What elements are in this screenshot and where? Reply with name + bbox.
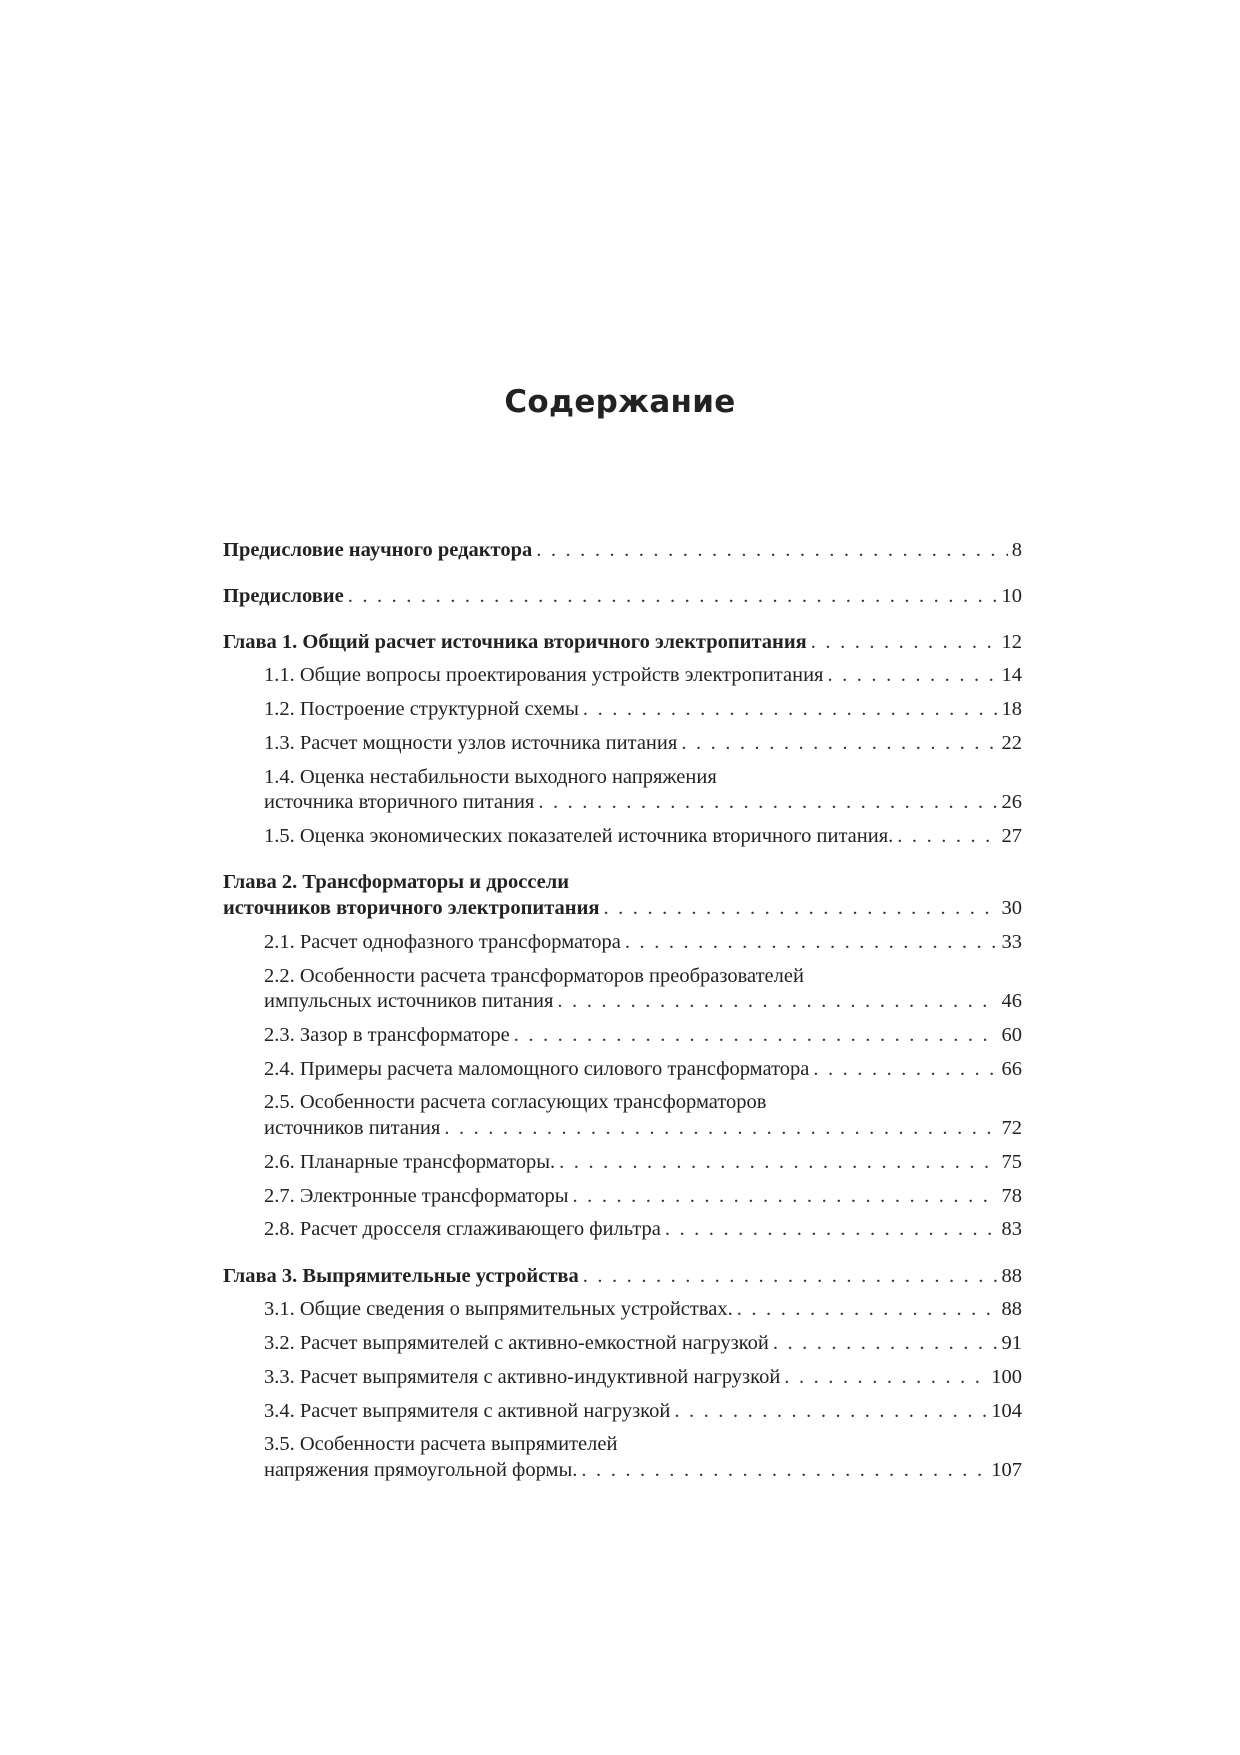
toc-entry-title-continued: источников питания — [264, 1116, 441, 1139]
dot-leader — [827, 663, 997, 689]
toc-entry-title-continued: источников вторичного электропитания — [223, 897, 600, 920]
dot-leader — [581, 1458, 987, 1484]
toc-page-number: 78 — [1001, 1184, 1022, 1207]
dot-leader — [625, 930, 998, 956]
toc-subsection-entry[interactable] — [223, 1399, 1022, 1425]
toc-page-number: 10 — [1001, 585, 1022, 607]
dot-leader — [811, 629, 998, 655]
toc-page-number: 26 — [1001, 791, 1022, 814]
toc-subsection-entry[interactable] — [223, 1365, 1022, 1391]
toc-subsection-entry[interactable] — [223, 1150, 1022, 1176]
toc-entry-title: 3.3. Расчет выпрямителя с активно-индуктивной нагрузкой — [264, 1365, 781, 1388]
toc-entry-title: Глава 1. Общий расчет источника вторичного электропитания — [223, 631, 807, 653]
dot-leader — [536, 537, 1008, 563]
toc-page-number: 88 — [1001, 1264, 1022, 1287]
toc-entry-title-continued: источника вторичного питания — [264, 791, 535, 814]
dot-leader — [784, 1365, 987, 1391]
toc-subsection-entry[interactable] — [223, 697, 1022, 723]
dot-leader — [813, 1057, 997, 1083]
toc-page-number: 14 — [1001, 664, 1022, 687]
toc-page-number: 100 — [991, 1365, 1022, 1388]
dot-leader — [583, 1263, 998, 1289]
toc-page-number: 104 — [991, 1399, 1022, 1422]
toc-entry-title-continued: напряжения прямоугольной формы. — [264, 1458, 578, 1481]
dot-leader — [773, 1331, 998, 1357]
toc-entry-title: 3.2. Расчет выпрямителей с активно-емкостной нагрузкой — [264, 1331, 769, 1354]
toc-page-number: 83 — [1001, 1218, 1022, 1241]
toc-page-number: 75 — [1001, 1150, 1022, 1173]
toc-entry-title: 2.2. Особенности расчета трансформаторов преобразователей — [264, 964, 804, 987]
toc-subsection-entry[interactable] — [223, 1090, 1022, 1141]
toc-subsection-entry[interactable] — [223, 765, 1022, 816]
toc-chapter-entry[interactable] — [223, 869, 1022, 921]
toc-page-number: 46 — [1001, 990, 1022, 1013]
dot-leader — [444, 1116, 997, 1142]
toc-subsection-entry[interactable] — [223, 964, 1022, 1015]
toc-entry-title-continued: импульсных источников питания — [264, 990, 554, 1013]
toc-chapter-entry[interactable] — [223, 1263, 1022, 1289]
toc-subsection-entry[interactable] — [223, 1331, 1022, 1357]
dot-leader — [557, 989, 997, 1015]
dot-leader — [897, 824, 997, 850]
toc-chapter-entry[interactable] — [223, 537, 1022, 563]
toc-entry-title: Глава 3. Выпрямительные устройства — [223, 1264, 579, 1287]
toc-entry-title: 1.4. Оценка нестабильности выходного напряжения — [264, 765, 717, 788]
table-of-contents — [223, 537, 1022, 1503]
toc-entry-title: 1.2. Построение структурной схемы — [264, 698, 579, 721]
toc-page-number: 66 — [1001, 1057, 1022, 1080]
toc-chapter-entry[interactable] — [223, 629, 1022, 655]
toc-entry-title: Предисловие научного редактора — [223, 539, 533, 561]
toc-page-number: 18 — [1001, 698, 1022, 721]
dot-leader — [573, 1184, 998, 1210]
toc-section — [223, 1263, 1022, 1483]
toc-subsection-entry[interactable] — [223, 930, 1022, 956]
dot-leader — [674, 1399, 987, 1425]
toc-entry-title: 2.1. Расчет однофазного трансформатора — [264, 930, 621, 953]
toc-page-number: 91 — [1001, 1331, 1022, 1354]
dot-leader — [665, 1217, 998, 1243]
toc-subsection-entry[interactable] — [223, 663, 1022, 689]
toc-page-number: 72 — [1001, 1116, 1022, 1139]
toc-entry-title: Глава 2. Трансформаторы и дроссели — [223, 871, 570, 894]
toc-section — [223, 869, 1022, 1242]
toc-page-number: 22 — [1001, 731, 1022, 754]
toc-subsection-entry[interactable] — [223, 824, 1022, 850]
toc-subsection-entry[interactable] — [223, 1217, 1022, 1243]
dot-leader — [583, 697, 998, 723]
toc-subsection-entry[interactable] — [223, 1023, 1022, 1049]
toc-page-number: 27 — [1001, 824, 1022, 847]
toc-entry-title: 1.5. Оценка экономических показателей источника вторичного питания. — [264, 824, 894, 847]
page-title: Содержание — [504, 384, 736, 420]
dot-leader — [514, 1023, 998, 1049]
toc-subsection-entry[interactable] — [223, 1432, 1022, 1483]
toc-entry-title: 2.5. Особенности расчета согласующих трансформаторов — [264, 1091, 767, 1114]
dot-leader — [681, 731, 997, 757]
toc-entry-title: Предисловие — [223, 585, 344, 607]
toc-entry-title: 1.3. Расчет мощности узлов источника питания — [264, 731, 678, 754]
toc-page-number: 107 — [991, 1458, 1022, 1481]
toc-entry-title: 3.5. Особенности расчета выпрямителей — [264, 1433, 618, 1456]
toc-page-number: 88 — [1001, 1298, 1022, 1321]
toc-section — [223, 629, 1022, 849]
toc-page-number: 30 — [1001, 897, 1022, 920]
toc-page-number: 33 — [1001, 930, 1022, 953]
toc-chapter-entry[interactable] — [223, 583, 1022, 609]
toc-entry-title: 2.6. Планарные трансформаторы. — [264, 1150, 556, 1173]
toc-entry-title: 3.1. Общие сведения о выпрямительных устройствах. — [264, 1298, 733, 1321]
toc-entry-title: 2.3. Зазор в трансформаторе — [264, 1023, 510, 1046]
toc-subsection-entry[interactable] — [223, 1057, 1022, 1083]
toc-entry-title: 2.4. Примеры расчета маломощного силового трансформатора — [264, 1057, 810, 1080]
toc-entry-title: 1.1. Общие вопросы проектирования устройств электропитания — [264, 664, 824, 687]
dot-leader — [348, 583, 998, 609]
toc-section — [223, 583, 1022, 609]
toc-entry-title: 2.8. Расчет дросселя сглаживающего фильтра — [264, 1218, 661, 1241]
dot-leader — [604, 895, 998, 921]
dot-leader — [559, 1150, 997, 1176]
toc-page-number: 12 — [1001, 631, 1022, 653]
dot-leader — [737, 1297, 998, 1323]
toc-subsection-entry[interactable] — [223, 1184, 1022, 1210]
toc-page-number: 60 — [1001, 1023, 1022, 1046]
toc-page-number: 8 — [1011, 539, 1022, 561]
toc-subsection-entry[interactable] — [223, 1297, 1022, 1323]
toc-subsection-entry[interactable] — [223, 731, 1022, 757]
toc-section — [223, 537, 1022, 563]
dot-leader — [538, 790, 997, 816]
toc-entry-title: 2.7. Электронные трансформаторы — [264, 1184, 569, 1207]
toc-entry-title: 3.4. Расчет выпрямителя с активной нагрузкой — [264, 1399, 671, 1422]
